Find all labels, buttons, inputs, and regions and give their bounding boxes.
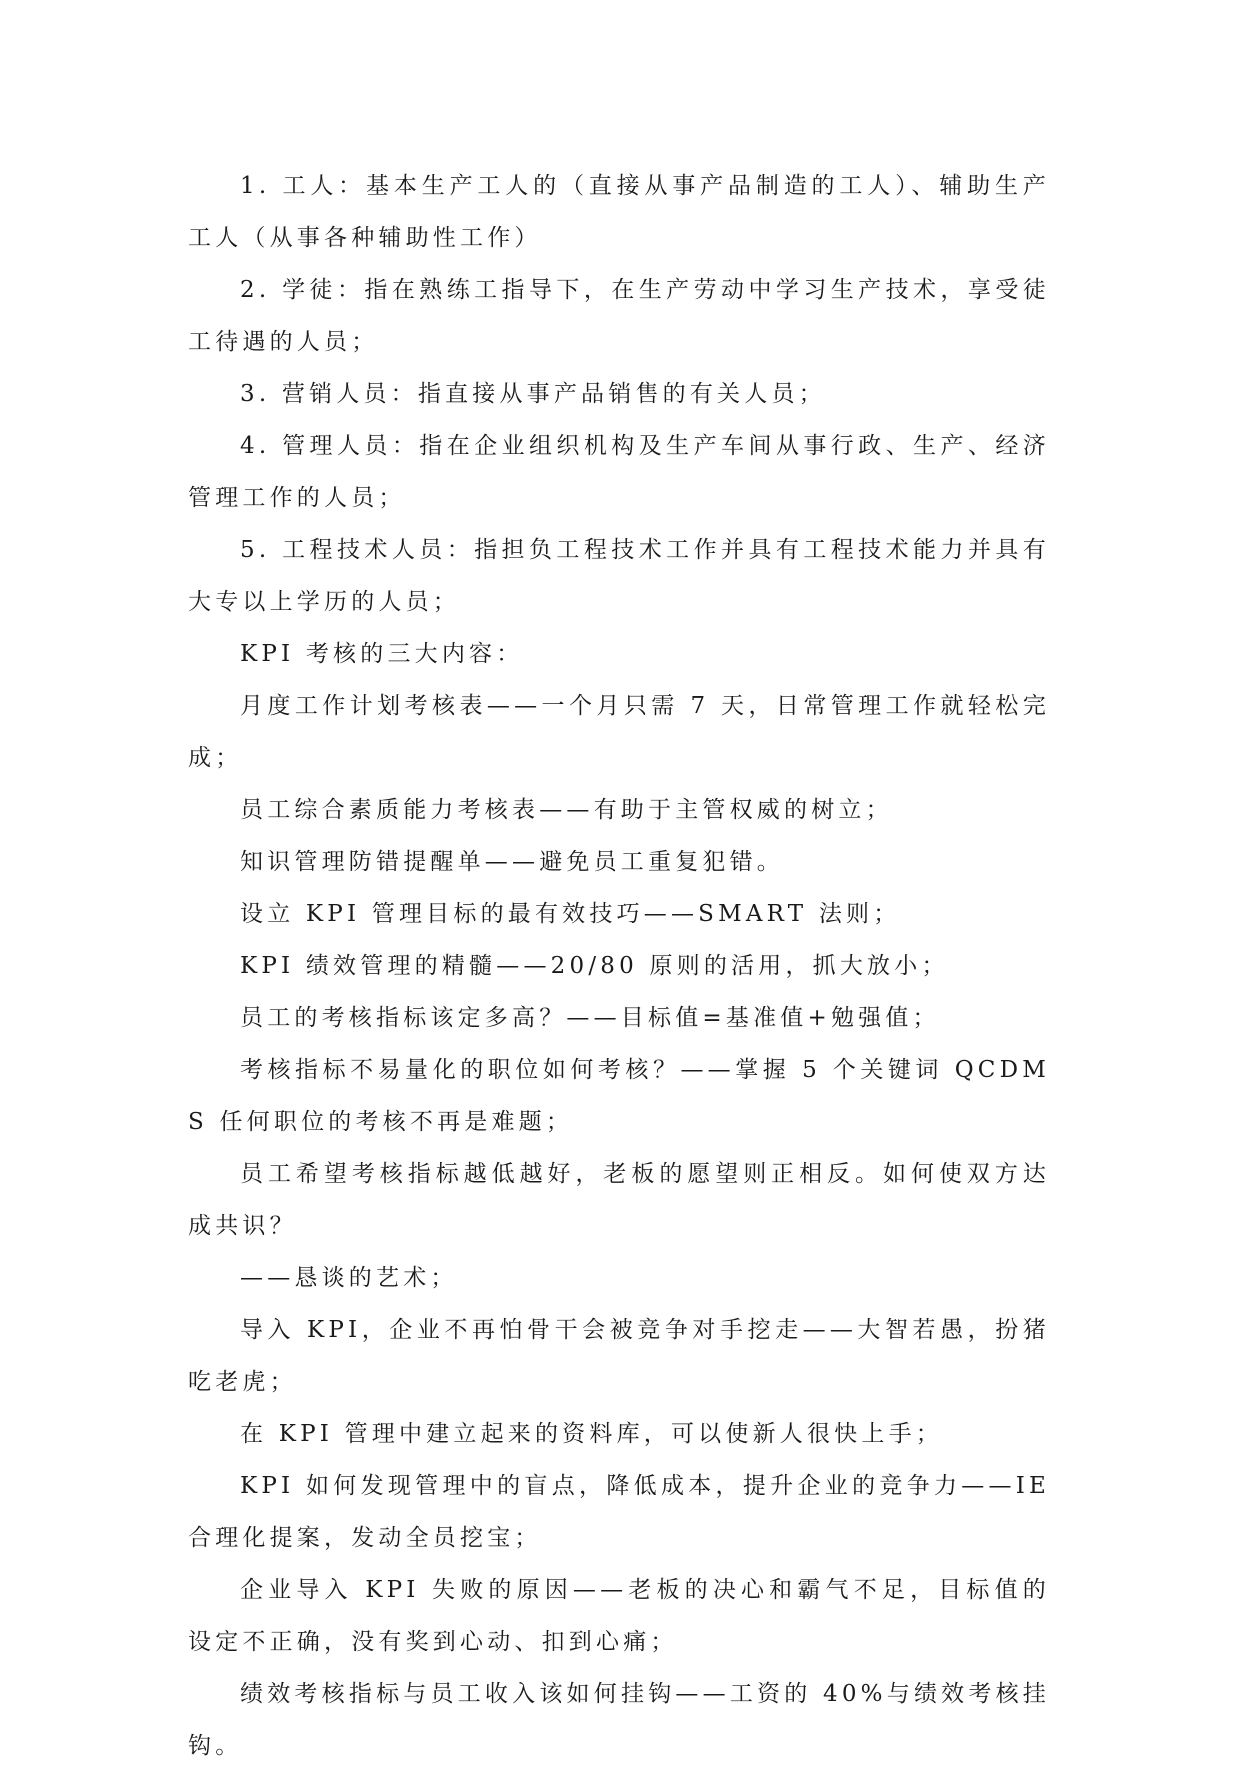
document-body	[188, 160, 1050, 1772]
paragraph-error-proofing: 知识管理防错提醒单——避免员工重复犯错。	[240, 849, 784, 875]
paragraph-kpi-heading: KPI 考核的三大内容：	[240, 641, 524, 667]
paragraph-worker: 1. 工人：基本生产工人的（直接从事产品制造的工人）、辅助生产工人（从事各种辅助性工作）	[188, 173, 1050, 251]
paragraph-knowledge-base: 在 KPI 管理中建立起来的资料库，可以使新人很快上手；	[240, 1421, 943, 1447]
paragraph-consensus: 员工希望考核指标越低越好，老板的愿望则正相反。如何使双方达成共识？	[188, 1161, 1050, 1239]
paragraph-management-staff: 4. 管理人员：指在企业组织机构及生产车间从事行政、生产、经济管理工作的人员；	[188, 433, 1050, 511]
paragraph-20-80-rule: KPI 绩效管理的精髓——20/80 原则的活用，抓大放小；	[240, 953, 949, 979]
paragraph-monthly-plan: 月度工作计划考核表——一个月只需 7 天，日常管理工作就轻松完成；	[188, 693, 1050, 771]
paragraph-apprentice: 2. 学徒：指在熟练工指导下，在生产劳动中学习生产技术，享受徒工待遇的人员；	[188, 277, 1050, 355]
paragraph-qcdms: 考核指标不易量化的职位如何考核？——掌握 5 个关键词 QCDMS 任何职位的考核不再是难题；	[188, 1057, 1050, 1135]
paragraph-engineering-staff: 5. 工程技术人员：指担负工程技术工作并具有工程技术能力并具有大专以上学历的人员；	[188, 537, 1050, 615]
paragraph-sales-staff: 3. 营销人员：指直接从事产品销售的有关人员；	[240, 381, 826, 407]
paragraph-smart-rule: 设立 KPI 管理目标的最有效技巧——SMART 法则；	[240, 901, 901, 927]
paragraph-art-of-talk: ——恳谈的艺术；	[240, 1265, 458, 1291]
paragraph-target-value: 员工的考核指标该定多高？——目标值=基准值+勉强值；	[240, 1005, 940, 1031]
paragraph-failure-reasons: 企业导入 KPI 失败的原因——老板的决心和霸气不足，目标值的设定不正确，没有奖到心动、扣到心痛；	[188, 1577, 1050, 1655]
paragraph-ie-proposal: KPI 如何发现管理中的盲点，降低成本，提升企业的竞争力——IE 合理化提案，发动全员挖宝；	[188, 1473, 1050, 1551]
paragraph-retain-talent: 导入 KPI，企业不再怕骨干会被竞争对手挖走——大智若愚，扮猪吃老虎；	[188, 1317, 1050, 1395]
paragraph-salary-link: 绩效考核指标与员工收入该如何挂钩——工资的 40%与绩效考核挂钩。	[188, 1681, 1050, 1759]
paragraph-quality-assessment: 员工综合素质能力考核表——有助于主管权威的树立；	[240, 797, 893, 823]
